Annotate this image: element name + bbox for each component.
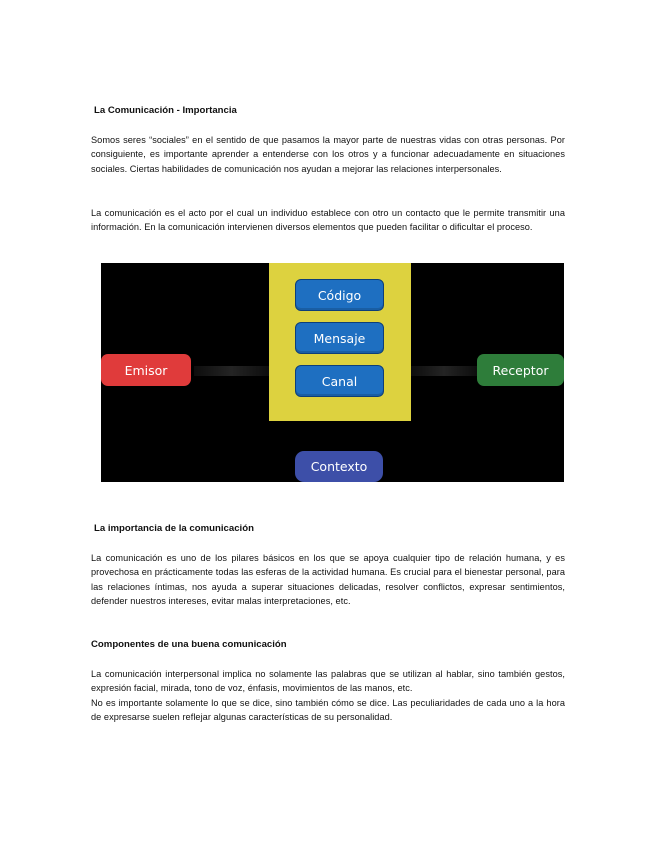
section-title-componentes: Componentes de una buena comunicación [91, 639, 287, 650]
contexto-box: Contexto [295, 451, 383, 482]
paragraph-acto-comunicacion: La comunicación es el acto por el cual un individuo establece con otro un contacto que le permite transmitir una información. En la comunicación intervienen diversos elementos que pueden facilitar o dificultar el proceso. [91, 208, 565, 233]
paragraph-comunicacion-interpersonal: La comunicación interpersonal implica no solamente las palabras que se utilizan al hablar, sino también gestos, expresión facial, mirada, tono de voz, énfasis, movimientos de las manos, etc. [91, 669, 565, 694]
codigo-box: Código [295, 279, 384, 311]
section-title-importancia-comunicacion: La importancia de la comunicación [94, 523, 254, 534]
receptor-box: Receptor [477, 354, 564, 386]
communication-diagram [101, 263, 564, 482]
arrow-channel-to-receptor [411, 366, 477, 376]
paragraph-seres-sociales: Somos seres “sociales” en el sentido de que pasamos la mayor parte de nuestras vidas con otras personas. Por consiguiente, es importante aprender a entenderse con los otros y a funcionar adecuadamente en situaciones sociales. Ciertas habilidades de comunicación nos ayudan a mejorar las relaciones interpersonales. [91, 135, 565, 174]
section-title-importancia: La Comunicación - Importancia [94, 105, 237, 116]
arrow-emisor-to-channel [194, 366, 269, 376]
paragraph-pilares-basicos: La comunicación es uno de los pilares básicos en los que se apoya cualquier tipo de relación humana, y es provechosa en prácticamente todas las esferas de la actividad humana. Es crucial para el bienestar personal, para las relaciones íntimas, nos ayuda a superar situaciones delicadas, resolver conflictos, expresar sentimientos, defender nuestros intereses, evitar malas interpretaciones, etc. [91, 553, 565, 607]
mensaje-box: Mensaje [295, 322, 384, 354]
canal-box: Canal [295, 365, 384, 397]
emisor-box: Emisor [101, 354, 191, 386]
paragraph-como-se-dice: No es importante solamente lo que se dice, sino también cómo se dice. Las peculiaridades de cada uno a la hora de expresarse suelen reflejar algunas características de su personalidad. [91, 698, 565, 723]
